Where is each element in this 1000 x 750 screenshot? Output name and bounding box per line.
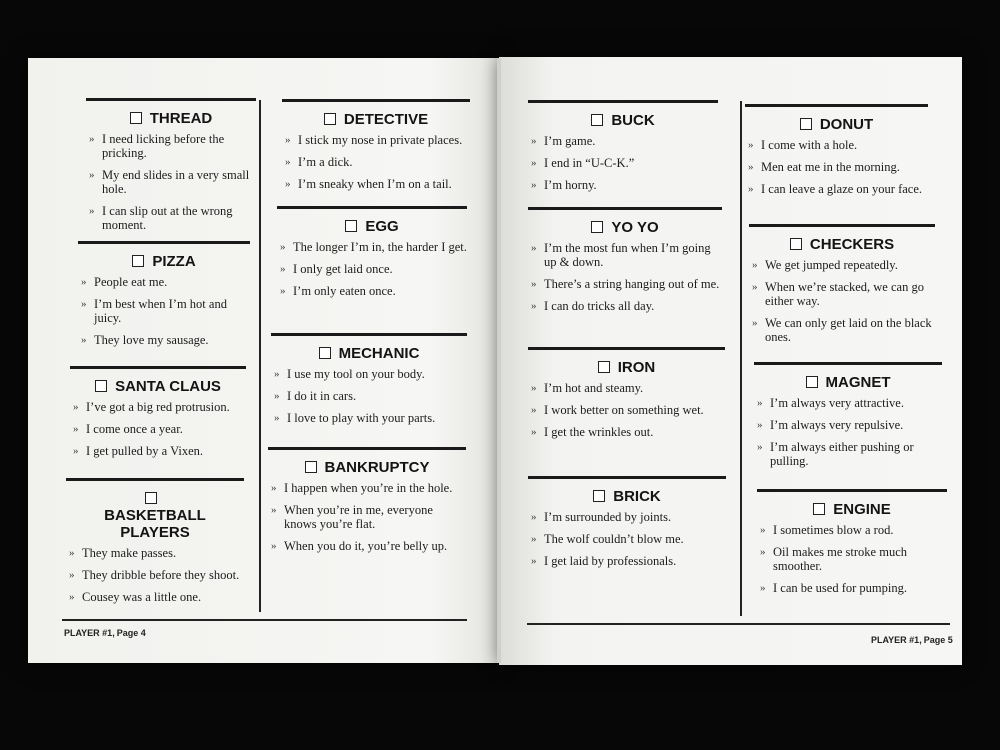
card-rule <box>66 478 244 481</box>
clue-list <box>282 133 470 191</box>
column-divider <box>740 101 742 616</box>
clue-item: » We can only get laid on the black ones. <box>749 316 935 344</box>
clue-card-buck <box>528 100 718 200</box>
clue-item: » Oil makes me stroke much smoother. <box>757 545 947 573</box>
card-title-text: SANTA CLAUS <box>115 378 221 395</box>
clue-item: » The wolf couldn’t blow me. <box>528 532 726 546</box>
clue-item: » I’m surrounded by joints. <box>528 510 726 524</box>
clue-list <box>70 400 246 458</box>
clue-item: » I’m the most fun when I’m going up & down. <box>528 241 722 269</box>
footer-page-number: Page 5 <box>923 635 953 645</box>
card-title <box>70 378 246 395</box>
clue-list <box>528 241 722 313</box>
clue-list <box>268 481 466 553</box>
clue-list <box>86 132 256 232</box>
clue-list <box>754 396 942 468</box>
clue-card-donut <box>745 104 928 204</box>
card-rule <box>268 447 466 450</box>
clue-item: » We get jumped repeatedly. <box>749 258 935 272</box>
clue-item: » I’m always very attractive. <box>754 396 942 410</box>
card-title <box>271 345 467 362</box>
card-rule <box>528 207 722 210</box>
card-rule <box>745 104 928 107</box>
card-title-text: DONUT <box>819 116 874 133</box>
card-rule <box>528 347 725 350</box>
checkbox-icon[interactable] <box>598 361 610 373</box>
clue-item: » They make passes. <box>66 546 244 560</box>
card-title <box>78 253 250 270</box>
clue-item: » I work better on something wet. <box>528 403 725 417</box>
clue-item: » They love my sausage. <box>78 333 250 347</box>
card-rule <box>271 333 467 336</box>
checkbox-icon[interactable] <box>145 492 157 504</box>
clue-item: » My end slides in a very small hole. <box>86 168 256 196</box>
clue-item: » People eat me. <box>78 275 250 289</box>
clue-list <box>66 546 244 604</box>
footer-player: PLAYER #1, <box>64 628 115 638</box>
clue-card-pizza <box>78 241 250 355</box>
clue-card-mechanic <box>271 333 467 433</box>
checkbox-icon[interactable] <box>800 118 812 130</box>
checkbox-icon[interactable] <box>813 503 825 515</box>
clue-item: » I’m only eaten once. <box>277 284 467 298</box>
footer-player: PLAYER #1, <box>871 635 922 645</box>
card-title <box>528 488 726 505</box>
card-title-text: BASKETBALL PLAYERS <box>104 507 206 541</box>
checkbox-icon[interactable] <box>806 376 818 388</box>
card-title-text: THREAD <box>149 110 213 127</box>
clue-item: » When we’re stacked, we can go either way. <box>749 280 935 308</box>
card-title-text: IRON <box>617 359 656 376</box>
card-title <box>66 490 244 541</box>
clue-item: » I can leave a glaze on your face. <box>745 182 928 196</box>
clue-item: » I’m horny. <box>528 178 718 192</box>
card-title <box>754 374 942 391</box>
column-divider <box>259 100 261 612</box>
footer-rule <box>527 623 950 625</box>
clue-item: » I love to play with your parts. <box>271 411 467 425</box>
footer-rule <box>62 619 467 621</box>
clue-item: » I’m hot and steamy. <box>528 381 725 395</box>
clue-item: » They dribble before they shoot. <box>66 568 244 582</box>
clue-card-brick <box>528 476 726 576</box>
card-title-text: ENGINE <box>833 501 891 518</box>
clue-card-checkers <box>749 224 935 352</box>
card-title-text: DETECTIVE <box>343 111 429 128</box>
card-title-text: EGG <box>365 218 399 235</box>
card-title-text: MECHANIC <box>338 345 420 362</box>
card-title <box>528 112 718 129</box>
clue-item: » When you’re in me, everyone knows you’re flat. <box>268 503 466 531</box>
clue-item: » I’m best when I’m hot and juicy. <box>78 297 250 325</box>
clue-item: » I come once a year. <box>70 422 246 436</box>
card-title-text: PIZZA <box>152 253 196 270</box>
clue-list <box>757 523 947 595</box>
card-rule <box>754 362 942 365</box>
clue-card-bankruptcy <box>268 447 466 561</box>
checkbox-icon[interactable] <box>591 221 603 233</box>
checkbox-icon[interactable] <box>790 238 802 250</box>
checkbox-icon[interactable] <box>95 380 107 392</box>
clue-card-basketball-players <box>66 478 244 612</box>
checkbox-icon[interactable] <box>324 113 336 125</box>
card-title <box>528 359 725 376</box>
clue-item: » Men eat me in the morning. <box>745 160 928 174</box>
clue-item: » I can be used for pumping. <box>757 581 947 595</box>
clue-card-yo-yo <box>528 207 722 321</box>
clue-item: » I’m always either pushing or pulling. <box>754 440 942 468</box>
checkbox-icon[interactable] <box>305 461 317 473</box>
clue-item: » I get laid by professionals. <box>528 554 726 568</box>
checkbox-icon[interactable] <box>132 255 144 267</box>
clue-item: » Cousey was a little one. <box>66 590 244 604</box>
card-title <box>528 219 722 236</box>
clue-item: » I come with a hole. <box>745 138 928 152</box>
checkbox-icon[interactable] <box>319 347 331 359</box>
card-title-text: BUCK <box>611 112 655 129</box>
clue-item: » I sometimes blow a rod. <box>757 523 947 537</box>
clue-list <box>528 134 718 192</box>
card-rule <box>757 489 947 492</box>
booklet-spine <box>497 58 501 663</box>
clue-card-detective <box>282 99 470 199</box>
card-title <box>757 501 947 518</box>
card-title-text: CHECKERS <box>809 236 895 253</box>
card-title <box>268 459 466 476</box>
card-title <box>282 111 470 128</box>
clue-item: » I get the wrinkles out. <box>528 425 725 439</box>
card-rule <box>277 206 467 209</box>
clue-card-magnet <box>754 362 942 476</box>
card-title-text: YO YO <box>611 219 659 236</box>
clue-list <box>528 510 726 568</box>
checkbox-icon[interactable] <box>591 114 603 126</box>
clue-list <box>528 381 725 439</box>
clue-item: » When you do it, you’re belly up. <box>268 539 466 553</box>
clue-list <box>277 240 467 298</box>
card-title <box>277 218 467 235</box>
clue-card-thread <box>86 98 256 240</box>
checkbox-icon[interactable] <box>345 220 357 232</box>
checkbox-icon[interactable] <box>593 490 605 502</box>
clue-item: » I only get laid once. <box>277 262 467 276</box>
clue-list <box>745 138 928 196</box>
clue-item: » I’m game. <box>528 134 718 148</box>
clue-card-egg <box>277 206 467 306</box>
card-title <box>749 236 935 253</box>
card-rule <box>528 476 726 479</box>
clue-item: » I can slip out at the wrong moment. <box>86 204 256 232</box>
card-title-text: BRICK <box>613 488 661 505</box>
clue-item: » I’m sneaky when I’m on a tail. <box>282 177 470 191</box>
clue-item: » I can do tricks all day. <box>528 299 722 313</box>
clue-item: » I happen when you’re in the hole. <box>268 481 466 495</box>
page-footer-left <box>62 628 146 638</box>
card-title <box>86 110 256 127</box>
clue-list <box>749 258 935 344</box>
clue-item: » I need licking before the pricking. <box>86 132 256 160</box>
clue-card-iron <box>528 347 725 447</box>
card-title-text: BANKRUPTCY <box>324 459 430 476</box>
clue-item: » I use my tool on your body. <box>271 367 467 381</box>
card-title <box>745 116 928 133</box>
checkbox-icon[interactable] <box>130 112 142 124</box>
card-rule <box>528 100 718 103</box>
clue-card-santa-claus <box>70 366 246 466</box>
clue-item: » The longer I’m in, the harder I get. <box>277 240 467 254</box>
clue-item: » I’m a dick. <box>282 155 470 169</box>
card-rule <box>282 99 470 102</box>
clue-item: » I’m always very repulsive. <box>754 418 942 432</box>
page-footer-right <box>869 635 953 645</box>
card-rule <box>749 224 935 227</box>
card-title-text: MAGNET <box>825 374 891 391</box>
clue-list <box>78 275 250 347</box>
footer-page-number: Page 4 <box>116 628 146 638</box>
clue-item: » I end in “U-C-K.” <box>528 156 718 170</box>
card-rule <box>86 98 256 101</box>
card-rule <box>78 241 250 244</box>
clue-item: » There’s a string hanging out of me. <box>528 277 722 291</box>
clue-item: » I do it in cars. <box>271 389 467 403</box>
clue-item: » I stick my nose in private places. <box>282 133 470 147</box>
clue-item: » I get pulled by a Vixen. <box>70 444 246 458</box>
clue-list <box>271 367 467 425</box>
clue-card-engine <box>757 489 947 603</box>
clue-item: » I’ve got a big red protrusion. <box>70 400 246 414</box>
card-rule <box>70 366 246 369</box>
